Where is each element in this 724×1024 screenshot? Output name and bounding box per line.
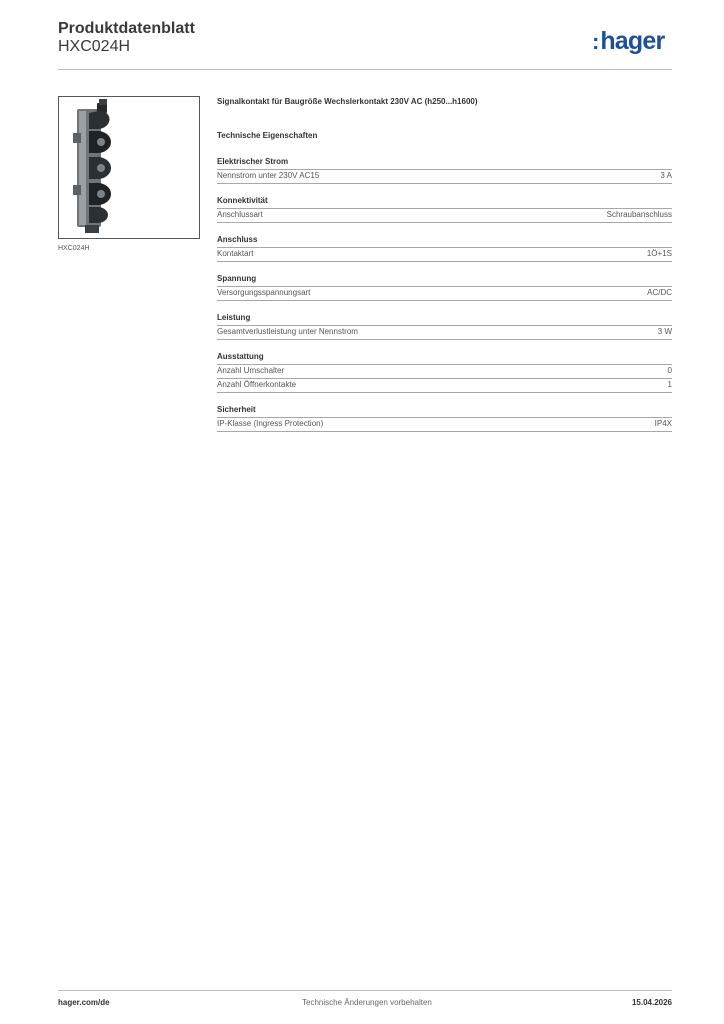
property-row: [217, 170, 672, 184]
section-connection: [217, 235, 672, 274]
section-power: [217, 313, 672, 352]
product-image-caption: HXC024H: [58, 245, 90, 252]
property-label: Versorgungsspannungsart: [217, 288, 311, 297]
property-row: [217, 365, 672, 379]
section-title: Konnektivität: [217, 196, 672, 209]
property-value: 1Ö+1S: [646, 249, 672, 258]
technical-sections: [217, 157, 672, 444]
property-label: Gesamtverlustleistung unter Nennstrom: [217, 327, 358, 336]
property-label: Anzahl Umschalter: [217, 366, 285, 375]
section-title: Spannung: [217, 274, 672, 287]
header-divider: [58, 69, 672, 70]
product-description: Signalkontakt für Baugröße Wechslerkontakt 230V AC (h250...h1600): [217, 97, 478, 106]
section-voltage: [217, 274, 672, 313]
property-value: 0: [667, 366, 672, 375]
section-title: Sicherheit: [217, 405, 672, 418]
property-label: IP-Klasse (Ingress Protection): [217, 419, 324, 428]
property-row: [217, 287, 672, 301]
section-equipment: [217, 352, 672, 405]
footer-divider: [58, 990, 672, 991]
property-label: Anschlussart: [217, 210, 263, 219]
section-connectivity: [217, 196, 672, 235]
page-title: Produktdatenblatt: [58, 20, 195, 37]
property-row: [217, 418, 672, 432]
section-title: Anschluss: [217, 235, 672, 248]
footer-website-link[interactable]: hager.com/de: [58, 998, 110, 1007]
property-label: Nennstrom unter 230V AC15: [217, 171, 320, 180]
section-title: Leistung: [217, 313, 672, 326]
property-row: [217, 379, 672, 393]
property-value: 3 A: [660, 171, 672, 180]
section-safety: [217, 405, 672, 444]
property-value: 3 W: [657, 327, 672, 336]
footer-notice: Technische Änderungen vorbehalten: [302, 998, 432, 1007]
hager-logo-text: hager: [600, 27, 665, 55]
article-number: HXC024H: [58, 38, 131, 55]
property-value: AC/DC: [647, 288, 672, 297]
property-value: Schraubanschluss: [606, 210, 672, 219]
property-value: IP4X: [654, 419, 672, 428]
footer-date: 15.04.2026: [631, 998, 672, 1007]
technical-properties-title: Technische Eigenschaften: [217, 131, 318, 140]
property-row: [217, 209, 672, 223]
section-title: Elektrischer Strom: [217, 157, 672, 170]
hager-logo: :hager: [592, 27, 665, 55]
section-electrical-current: [217, 157, 672, 196]
product-image: [58, 96, 200, 239]
property-label: Kontaktart: [217, 249, 254, 258]
section-title: Ausstattung: [217, 352, 672, 365]
property-row: [217, 248, 672, 262]
property-value: 1: [667, 380, 672, 389]
property-row: [217, 326, 672, 340]
property-label: Anzahl Öffnerkontakte: [217, 380, 297, 389]
